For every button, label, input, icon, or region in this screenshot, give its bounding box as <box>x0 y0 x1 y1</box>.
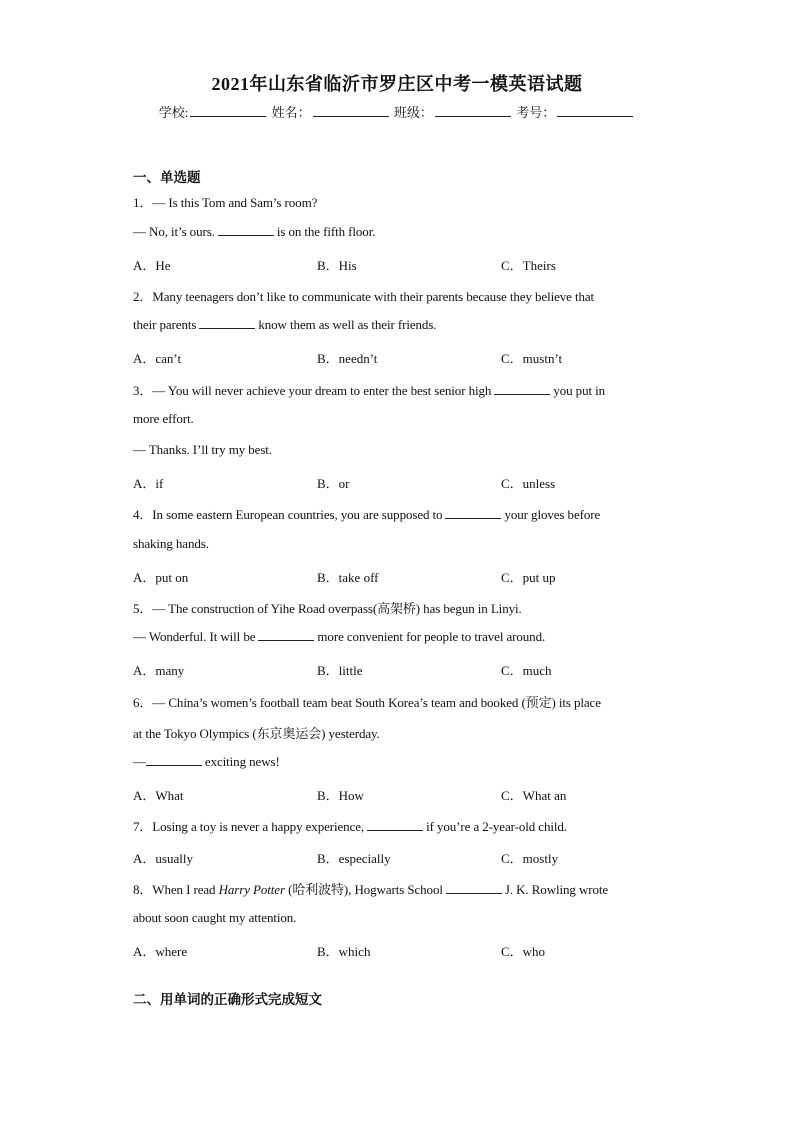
q4-option-c[interactable]: C．put up <box>501 570 556 585</box>
q2-line2 <box>133 317 436 333</box>
q7-option-c[interactable]: C．mostly <box>501 851 559 866</box>
q2-option-a[interactable]: A．can’t <box>133 351 182 366</box>
q6-line3 <box>133 754 280 770</box>
q1-text-a: — No, it’s ours. <box>133 224 215 239</box>
answer-blank <box>367 819 423 831</box>
q2-option-b[interactable]: B．needn’t <box>317 351 378 366</box>
q4-text-a: 4．In some eastern European countries, you are supposed to <box>133 507 443 522</box>
q4-line2: shaking hands. <box>133 536 209 551</box>
q1-option-a[interactable]: A．He <box>133 258 171 273</box>
class-label: 班级： <box>393 105 433 120</box>
answer-blank <box>446 882 502 894</box>
exam-no-label: 考号： <box>516 105 556 120</box>
name-field[interactable] <box>313 104 389 117</box>
section-heading-1: 一、单选题 <box>133 170 201 185</box>
q6-line2: at the Tokyo Olympics (东京奥运会) yesterday. <box>133 726 380 741</box>
q8-book-title: Harry Potter <box>218 882 285 897</box>
q4-option-b[interactable]: B．take off <box>317 570 379 585</box>
page-title: 2021年山东省临沂市罗庄区中考一模英语试题 <box>211 74 583 94</box>
class-field[interactable] <box>435 104 511 117</box>
school-field[interactable] <box>190 104 266 117</box>
q2-text-a: their parents <box>133 317 197 332</box>
q8-option-a[interactable]: A．where <box>133 944 188 959</box>
q2-text-b: know them as well as their friends. <box>258 317 437 332</box>
q8-line2: about soon caught my attention. <box>133 910 297 925</box>
q6-text-a: — <box>133 754 146 769</box>
q7-text-a: 7．Losing a toy is never a happy experience, <box>133 819 365 834</box>
q5-text-b: more convenient for people to travel around. <box>317 629 546 644</box>
q1-option-b[interactable]: B．His <box>317 258 357 273</box>
q6-option-c[interactable]: C．What an <box>501 788 567 803</box>
q5-stem: 5．— The construction of Yihe Road overpass(高架桥) has begun in Linyi. <box>133 601 522 616</box>
q3-option-b[interactable]: B．or <box>317 476 350 491</box>
q3-option-a[interactable]: A．if <box>133 476 164 491</box>
q6-text-b: exciting news! <box>204 754 280 769</box>
q7-text-b: if you’re a 2-year-old child. <box>426 819 567 834</box>
q7-stem <box>133 816 567 835</box>
q6-option-a[interactable]: A．What <box>133 788 184 803</box>
q8-text-b: (哈利波特), Hogwarts School <box>288 882 443 897</box>
q4-stem <box>133 504 600 523</box>
q2-stem: 2．Many teenagers don’t like to communicate with their parents because they believe that <box>133 289 595 304</box>
q3-stem <box>133 380 605 399</box>
q7-option-a[interactable]: A．usually <box>133 851 193 866</box>
q5-option-c[interactable]: C．much <box>501 663 552 678</box>
q2-option-c[interactable]: C．mustn’t <box>501 351 563 366</box>
answer-blank <box>445 507 501 519</box>
q5-text-a: — Wonderful. It will be <box>133 629 256 644</box>
q1-option-c[interactable]: C．Theirs <box>501 258 556 273</box>
q3-line3: — Thanks. I’ll try my best. <box>133 442 272 457</box>
answer-blank <box>146 754 202 766</box>
name-label: 姓名： <box>271 105 311 120</box>
q8-text-a: 8．When I read <box>133 882 216 897</box>
q4-text-b: your gloves before <box>504 507 601 522</box>
q5-option-b[interactable]: B．little <box>317 663 363 678</box>
q1-stem: 1．— Is this Tom and Sam’s room? <box>133 195 318 210</box>
q1-line2 <box>133 224 375 240</box>
school-label: 学校: <box>158 105 189 120</box>
answer-blank <box>218 224 274 236</box>
q5-option-a[interactable]: A．many <box>133 663 185 678</box>
q4-option-a[interactable]: A．put on <box>133 570 189 585</box>
q3-option-c[interactable]: C．unless <box>501 476 556 491</box>
answer-blank <box>494 383 550 395</box>
q5-line2 <box>133 629 545 645</box>
answer-blank <box>258 629 314 641</box>
q6-option-b[interactable]: B．How <box>317 788 364 803</box>
q3-line2: more effort. <box>133 411 194 426</box>
answer-blank <box>199 317 255 329</box>
q1-text-b: is on the fifth floor. <box>276 224 376 239</box>
q8-option-b[interactable]: B．which <box>317 944 371 959</box>
q8-text-c: J. K. Rowling wrote <box>504 882 609 897</box>
q3-text-b: you put in <box>553 383 606 398</box>
q7-option-b[interactable]: B．especially <box>317 851 391 866</box>
q8-stem <box>133 879 608 898</box>
student-info-row <box>0 102 794 121</box>
q6-stem: 6．— China’s women’s football team beat South Korea’s team and booked (预定) its place <box>133 695 601 710</box>
q3-text-a: 3．— You will never achieve your dream to enter the best senior high <box>133 383 492 398</box>
q8-option-c[interactable]: C．who <box>501 944 546 959</box>
exam-no-field[interactable] <box>557 104 633 117</box>
section-heading-2: 二、用单词的正确形式完成短文 <box>133 992 322 1007</box>
